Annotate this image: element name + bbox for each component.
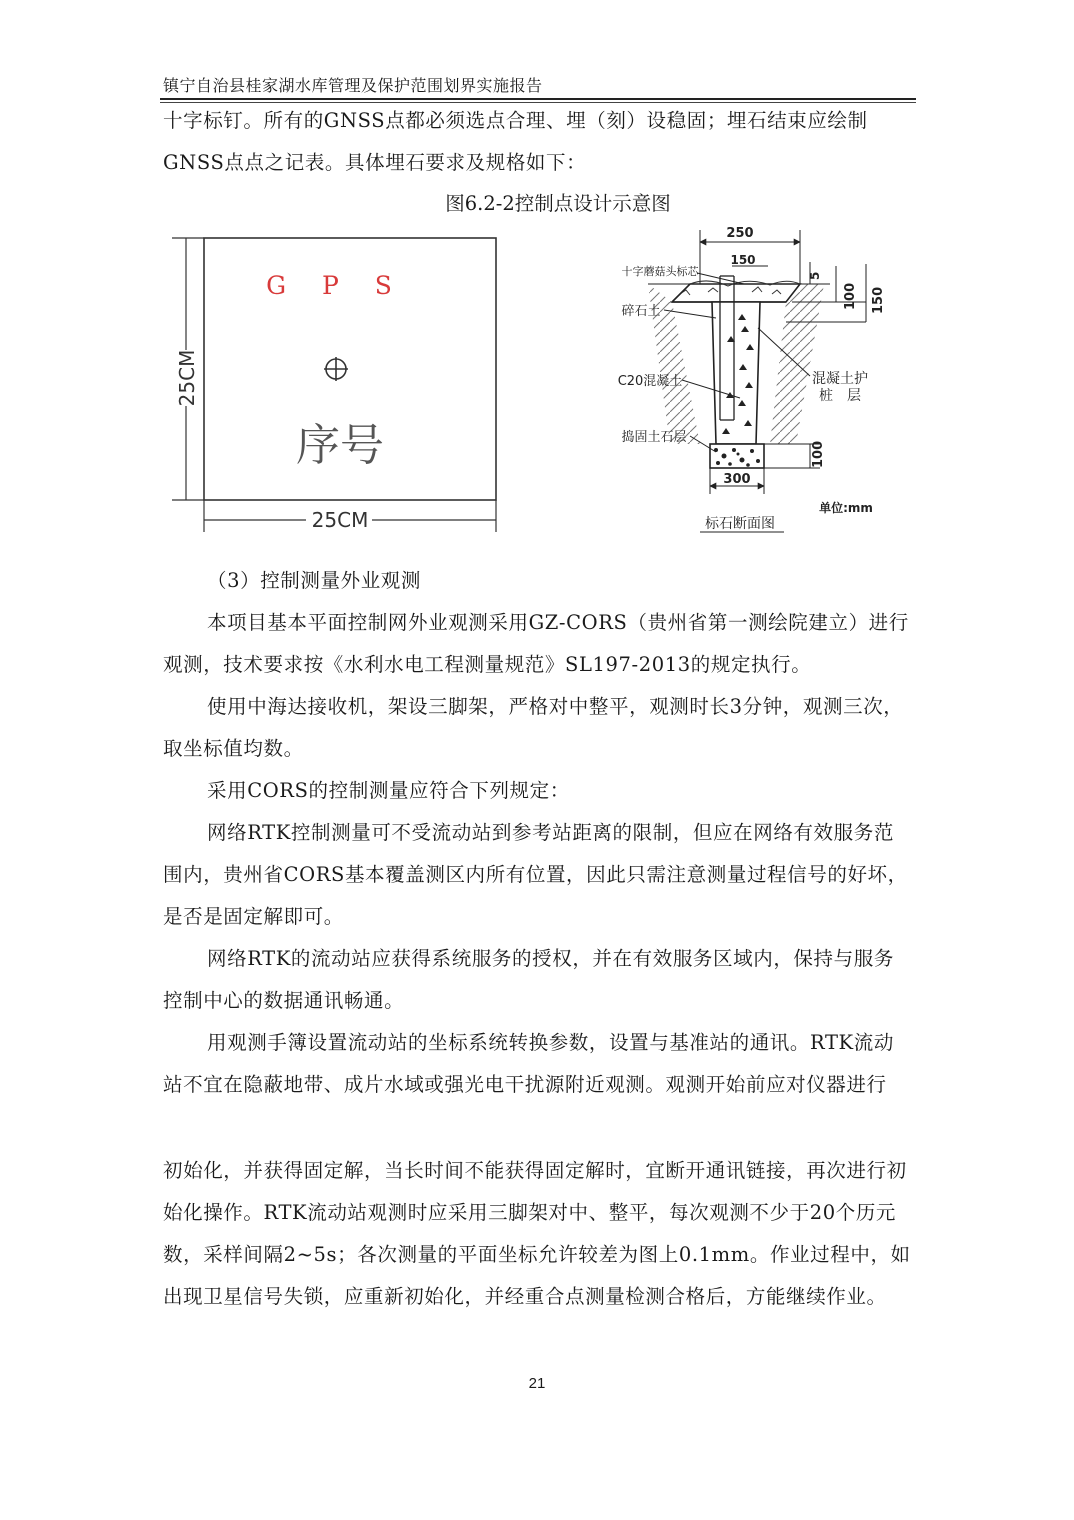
figure-caption: 图6.2-2控制点设计示意图 — [445, 192, 671, 215]
paragraph-handheld-settings: 用观测手簿设置流动站的坐标系统转换参数，设置与基准站的通讯。RTK流动站不宜在隐蔽地带、成片水域或强光电干扰源附近观测。观测开始前应对仪器进行 — [163, 1031, 894, 1096]
section-heading-field-observation: （3）控制测量外业观测 — [207, 569, 422, 592]
serial-label: 序号 — [296, 420, 384, 471]
protective-layer-label-1: 混凝土护 — [812, 371, 868, 387]
mark-width-label: 150 — [730, 253, 756, 267]
dim-5-label: 5 — [808, 271, 822, 280]
protective-layer-label-2: 桩 层 — [819, 388, 861, 404]
marker-plate — [172, 238, 496, 532]
dim-100-top-label: 100 — [843, 282, 858, 310]
paragraph-receiver-setup: 使用中海达接收机，架设三脚架，严格对中整平，观测时长3分钟，观测三次，取坐标值均数。 — [163, 695, 904, 760]
plate-height-label: 25CM — [175, 349, 199, 407]
unit-label: 单位:mm — [819, 501, 873, 515]
rammed-layer-label: 捣固土石层 — [621, 430, 687, 445]
paragraph-network-rtk-range: 网络RTK控制测量可不受流动站到参考站距离的限制，但应在网络有效服务范围内，贵州省CORS基本覆盖测区内所有位置，因此只需注意测量过程信号的好坏，是否是固定解即可。 — [163, 821, 908, 928]
crosshair-icon — [324, 357, 348, 381]
paragraph-cors-method: 本项目基本平面控制网外业观测采用GZ-CORS（贵州省第一测绘院建立）进行观测，技术要求按《水利水电工程测量规范》SL197-2013的规定执行。 — [163, 611, 909, 676]
marker-section — [618, 226, 886, 532]
mark-label: 十字蘑菇头标芯 — [621, 265, 699, 278]
gravel-label: 碎石土 — [621, 304, 661, 319]
dim-150-label: 150 — [871, 286, 886, 314]
paragraph-cors-rules-intro: 采用CORS的控制测量应符合下列规定： — [207, 779, 570, 802]
dim-100-bottom-label: 100 — [811, 440, 826, 468]
top-width-label: 250 — [726, 226, 754, 241]
control-point-diagram — [160, 222, 920, 552]
plate-width-label: 25CM — [311, 508, 369, 532]
paragraph-initialization: 初始化，并获得固定解，当长时间不能获得固定解时，宜断开通讯链接，再次进行初始化操作。RTK流动站观测时应采用三脚架对中、整平，每次观测不少于20个历元数，采样间隔2~5s；各次测量的平面坐标允许较差为图上0.1mm。作业过程中，如出现卫星信号失锁，应重新初始化，并经重合点测量检测合格后，方能继续作业。 — [163, 1159, 911, 1308]
section-title: 标石断面图 — [705, 516, 775, 532]
concrete-label: C20混凝土 — [617, 374, 683, 389]
paragraph-marker-spec: 十字标钉。所有的GNSS点都必须选点合理、埋（刻）设稳固；埋石结束应绘制GNSS点点之记表。具体埋石要求及规格如下： — [163, 109, 868, 174]
gps-label: G P S — [266, 271, 406, 300]
running-header: 镇宁自治县桂家湖水库管理及保护范围划界实施报告 — [163, 76, 543, 95]
paragraph-rover-authorization: 网络RTK的流动站应获得系统服务的授权，并在有效服务区域内，保持与服务控制中心的数据通讯畅通。 — [163, 947, 894, 1012]
page-number: 21 — [528, 1375, 546, 1392]
bottom-width-label: 300 — [723, 472, 751, 487]
